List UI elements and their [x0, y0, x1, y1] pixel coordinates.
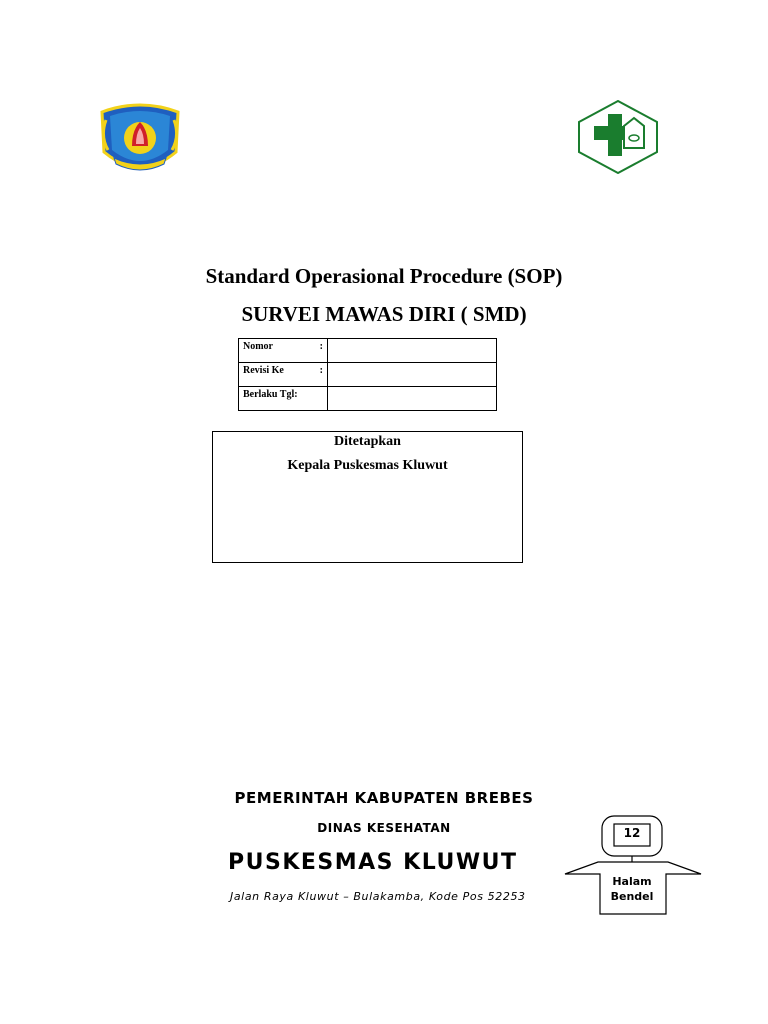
puskesmas-name: PUSKESMAS KLUWUT [228, 850, 518, 875]
approver-title: Kepala Puskesmas Kluwut [287, 458, 448, 473]
puskesmas-cross-icon [578, 100, 658, 174]
revisi-colon: : [319, 365, 323, 376]
department-name: DINAS KESEHATAN [317, 821, 451, 835]
document-info-table [238, 338, 497, 411]
table-row [239, 363, 497, 387]
berlaku-value [328, 387, 497, 411]
revisi-value [328, 363, 497, 387]
regency-emblem-icon [92, 100, 188, 180]
binder-label-line1: Halam [612, 875, 652, 888]
revisi-label: Revisi Ke [243, 365, 284, 376]
info-label-cell [239, 387, 328, 411]
nomor-colon: : [319, 341, 323, 352]
binder-label-line2: Bendel [610, 890, 654, 903]
binder-label [600, 874, 664, 904]
info-label-cell [239, 339, 328, 363]
nomor-value [328, 339, 497, 363]
table-row [239, 339, 497, 363]
document-title: Standard Operasional Procedure (SOP) [205, 264, 563, 288]
nomor-label: Nomor [243, 341, 273, 352]
table-row [239, 387, 497, 411]
berlaku-label: Berlaku Tgl: [243, 389, 298, 400]
approval-box [212, 431, 523, 563]
government-name: PEMERINTAH KABUPATEN BREBES [234, 789, 534, 807]
document-subtitle: SURVEI MAWAS DIRI ( SMD) [241, 302, 527, 326]
binder-number: 12 [623, 826, 641, 840]
info-label-cell [239, 363, 328, 387]
approval-label: Ditetapkan [334, 434, 401, 449]
address-line: Jalan Raya Kluwut – Bulakamba, Kode Pos 52253 [230, 890, 526, 903]
